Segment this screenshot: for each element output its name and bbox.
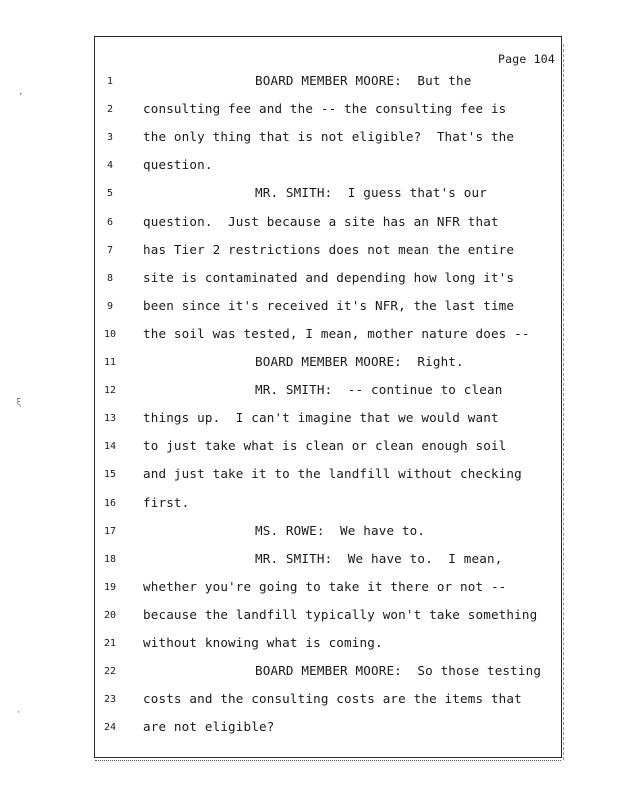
transcript-line	[95, 410, 561, 430]
line-number: 21	[103, 638, 117, 649]
transcript-line	[95, 551, 561, 571]
transcript-line	[95, 495, 561, 515]
line-text: things up. I can't imagine that we would want	[143, 410, 499, 426]
transcript-line	[95, 466, 561, 486]
line-number: 22	[103, 666, 117, 678]
transcript-line	[95, 270, 561, 290]
line-text: costs and the consulting costs are the items that	[143, 691, 522, 707]
transcript-line	[95, 185, 561, 205]
transcript-line	[95, 438, 561, 458]
transcript-line	[95, 523, 561, 543]
line-text: question.	[143, 157, 213, 173]
line-number: 5	[106, 188, 114, 200]
line-text: because the landfill typically won't take something	[143, 606, 538, 622]
transcript-line	[95, 607, 561, 627]
line-text: question. Just because a site has an NFR that	[143, 213, 499, 229]
line-text: MR. SMITH: I guess that's our	[255, 185, 487, 201]
transcript-line	[95, 326, 561, 346]
line-number: 15	[103, 469, 117, 481]
line-number: 1	[106, 76, 114, 87]
line-number: 10	[103, 328, 117, 340]
line-text: BOARD MEMBER MOORE: Right.	[255, 354, 464, 369]
line-number: 7	[106, 244, 114, 256]
line-number: 24	[103, 722, 117, 734]
line-number: 18	[103, 553, 117, 565]
line-text: are not eligible?	[143, 719, 275, 735]
line-text: first.	[143, 494, 190, 510]
transcript-line	[95, 214, 561, 234]
transcript-line	[95, 73, 561, 93]
line-text: been since it's received it's NFR, the last time	[143, 297, 515, 313]
transcript-line	[95, 242, 561, 262]
line-text: site is contaminated and depending how long it's	[143, 269, 515, 285]
line-text: the soil was tested, I mean, mother nature does --	[143, 325, 530, 341]
line-number: 23	[103, 694, 117, 706]
transcript-line	[95, 354, 561, 374]
line-text: and just take it to the landfill without checking	[143, 466, 522, 482]
transcript-line	[95, 298, 561, 318]
transcript-line	[95, 157, 561, 177]
line-number: 16	[103, 497, 117, 509]
line-text: to just take what is clean or clean enough soil	[143, 438, 507, 454]
line-number: 11	[103, 357, 117, 368]
scan-margin-mark: ʻ	[18, 92, 24, 102]
line-text: MS. ROWE: We have to.	[255, 522, 426, 538]
scan-margin-mark: ξ	[16, 398, 22, 408]
line-number: 12	[103, 385, 117, 397]
line-number: 4	[106, 160, 114, 172]
line-number: 6	[106, 216, 114, 228]
line-number: 3	[106, 132, 114, 144]
line-number: 13	[103, 413, 117, 425]
transcript-line	[95, 382, 561, 402]
line-text: without knowing what is coming.	[143, 635, 383, 650]
line-text: BOARD MEMBER MOORE: But the	[255, 73, 472, 88]
transcript-line	[95, 129, 561, 149]
line-text: consulting fee and the -- the consulting fee is	[143, 101, 507, 117]
line-text: MR. SMITH: We have to. I mean,	[255, 550, 503, 566]
transcript-page	[94, 36, 562, 758]
line-number: 19	[103, 581, 117, 593]
line-number: 2	[106, 104, 114, 116]
line-text: has Tier 2 restrictions does not mean the entire	[143, 241, 515, 257]
transcript-line	[95, 663, 561, 683]
line-number: 17	[103, 525, 117, 537]
scan-margin-mark: ·	[16, 708, 22, 718]
page-edge-scan-line	[563, 44, 564, 760]
line-number: 14	[103, 441, 117, 453]
line-text: BOARD MEMBER MOORE: So those testing	[255, 663, 542, 679]
transcript-line	[95, 579, 561, 599]
page-number: Page 104	[498, 52, 555, 66]
line-text: whether you're going to take it there or not --	[143, 578, 507, 594]
transcript-line	[95, 635, 561, 655]
transcript-line	[95, 719, 561, 739]
line-text: MR. SMITH: -- continue to clean	[255, 382, 503, 398]
line-number: 9	[106, 300, 114, 312]
transcript-line	[95, 691, 561, 711]
line-number: 8	[106, 272, 114, 284]
line-text: the only thing that is not eligible? That's the	[143, 129, 515, 145]
transcript-line	[95, 101, 561, 121]
line-number: 20	[103, 609, 117, 621]
